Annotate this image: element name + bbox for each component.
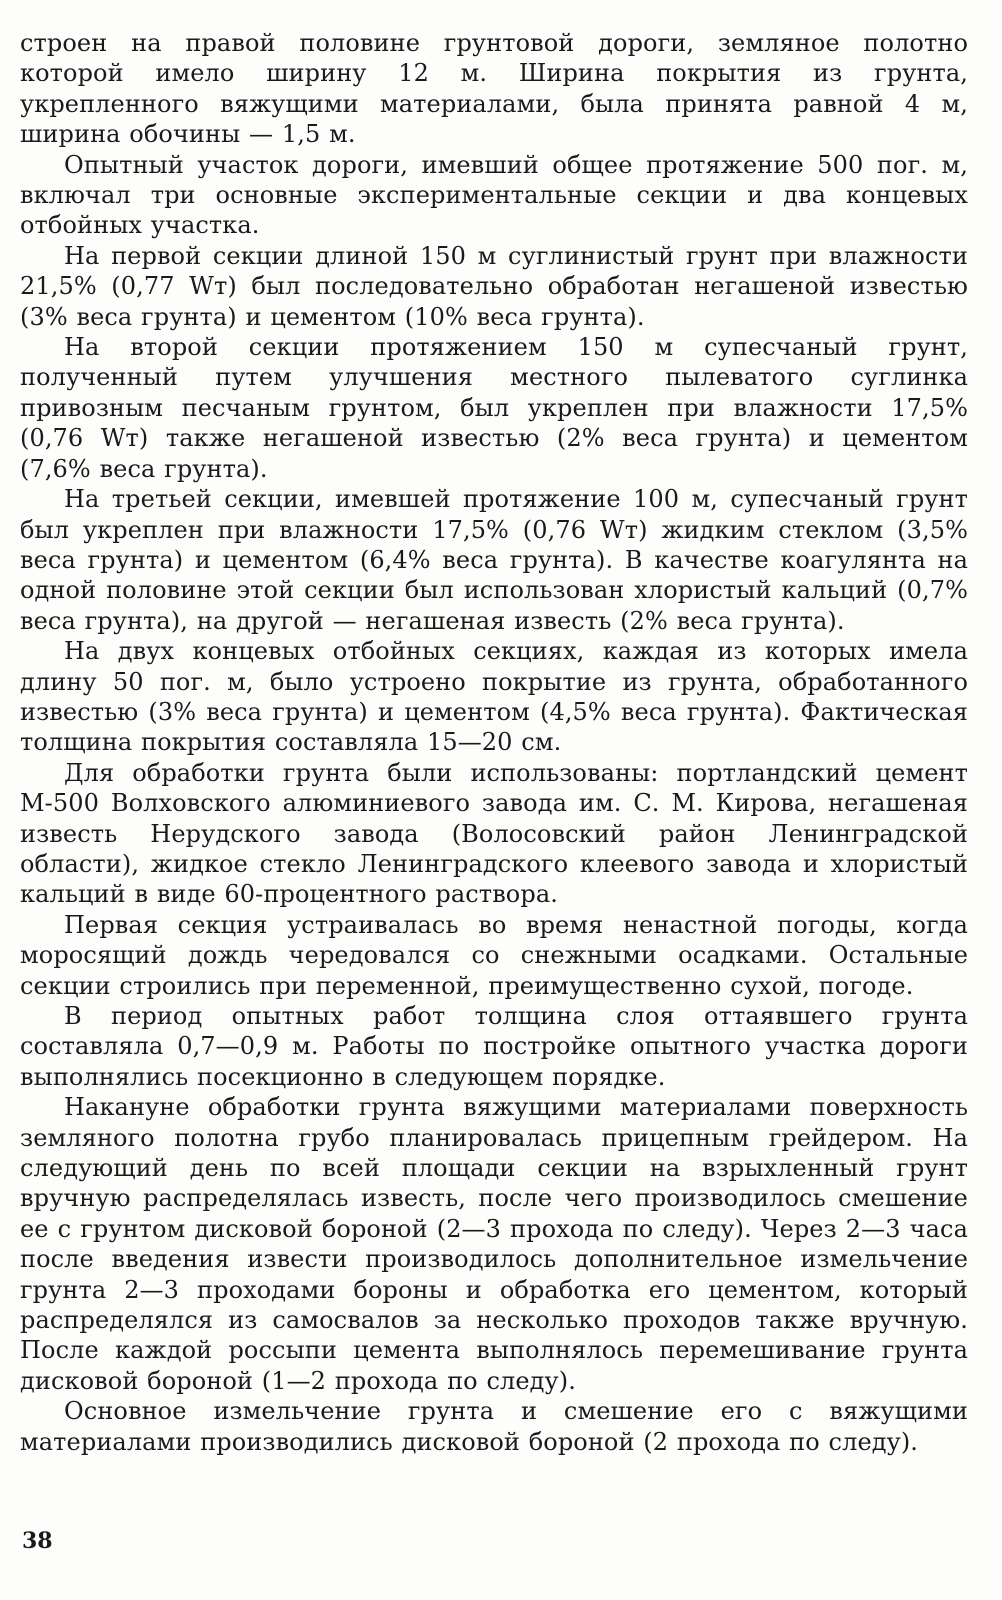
paragraph-end-sections: На двух концевых отбойных секциях, каждая из которых имела длину 50 пог. м, было устроено покрытие из грунта, обработанного известью (3% веса грунта) и цементом (4,5% веса грунта). Фактическая толщина покрытия составляла 15—20 см. [20, 637, 968, 757]
paragraph-second-section: На второй секции протяжением 150 м супесчаный грунт, полученный путем улучшения местного пылеватого суглинка привозным песчаным грунтом, был укреплен при влажности 17,5% (0,76 Wт) также негашеной известью (2% веса грунта) и цементом (7,6% веса грунта). [20, 333, 968, 483]
paragraph-test-section: Опытный участок дороги, имевший общее протяжение 500 пог. м, включал три основные экспериментальные секции и два концевых отбойных участка. [20, 150, 968, 240]
paragraph-procedure: Накануне обработки грунта вяжущими материалами поверхность земляного полотна грубо планировалась прицепным грейдером. На следующий день по всей площади секции на взрыхленный грунт вручную распределялась известь, после чего производилось смешение ее с грунтом дисковой бороной (2—3 прохода по следу). Через 2—3 часа после введения извести производилось дополнительное измельчение грунта 2—3 проходами бороны и обработка его цементом, который распределялся из самосвалов за несколько проходов также вручную. После каждой россыпи цемента выполнялось перемешивание грунта дисковой бороной (1—2 прохода по следу). [20, 1093, 968, 1395]
paragraph-mixing: Основное измельчение грунта и смешение его с вяжущими материалами производились дисковой бороной (2 прохода по следу). [20, 1397, 968, 1456]
paragraph-thaw-layer: В период опытных работ толщина слоя оттаявшего грунта составляла 0,7—0,9 м. Работы по постройке опытного участка дороги выполнялись посекционно в следующем порядке. [20, 1002, 968, 1091]
page-number: 38 [22, 1528, 53, 1554]
paragraph-first-section: На первой секции длиной 150 м суглинистый грунт при влажности 21,5% (0,77 Wт) был последовательно обработан негашеной известью (3% веса грунта) и цементом (10% веса грунта). [20, 241, 968, 331]
paragraph-third-section: На третьей секции, имевшей протяжение 100 м, супесчаный грунт был укреплен при влажности 17,5% (0,76 Wт) жидким стеклом (3,5% веса грунта) и цементом (6,4% веса грунта). В качестве коагулянта на одной половине этой секции был использован хлористый кальций (0,7% веса грунта), на другой — негашеная известь (2% веса грунта). [20, 485, 968, 635]
paragraph-materials: Для обработки грунта были использованы: портландский цемент М-500 Волховского алюминиевого завода им. С. М. Кирова, негашеная известь Нерудского завода (Волосовский район Ленинградской области), жидкое стекло Ленинградского клеевого завода и хлористый кальций в виде 60-процентного раствора. [20, 758, 968, 909]
paragraph-continuation: строен на правой половине грунтовой дороги, земляное полотно которой имело ширину 12 м. Ширина покрытия из грунта, укрепленного вяжущими материалами, была принята равной 4 м, ширина обочины — 1,5 м. [20, 29, 968, 149]
body-text [20, 28, 968, 1457]
paragraph-weather: Первая секция устраивалась во время ненастной погоды, когда моросящий дождь чередовался со снежными осадками. Остальные секции строились при переменной, преимущественно сухой, погоде. [20, 910, 968, 1000]
